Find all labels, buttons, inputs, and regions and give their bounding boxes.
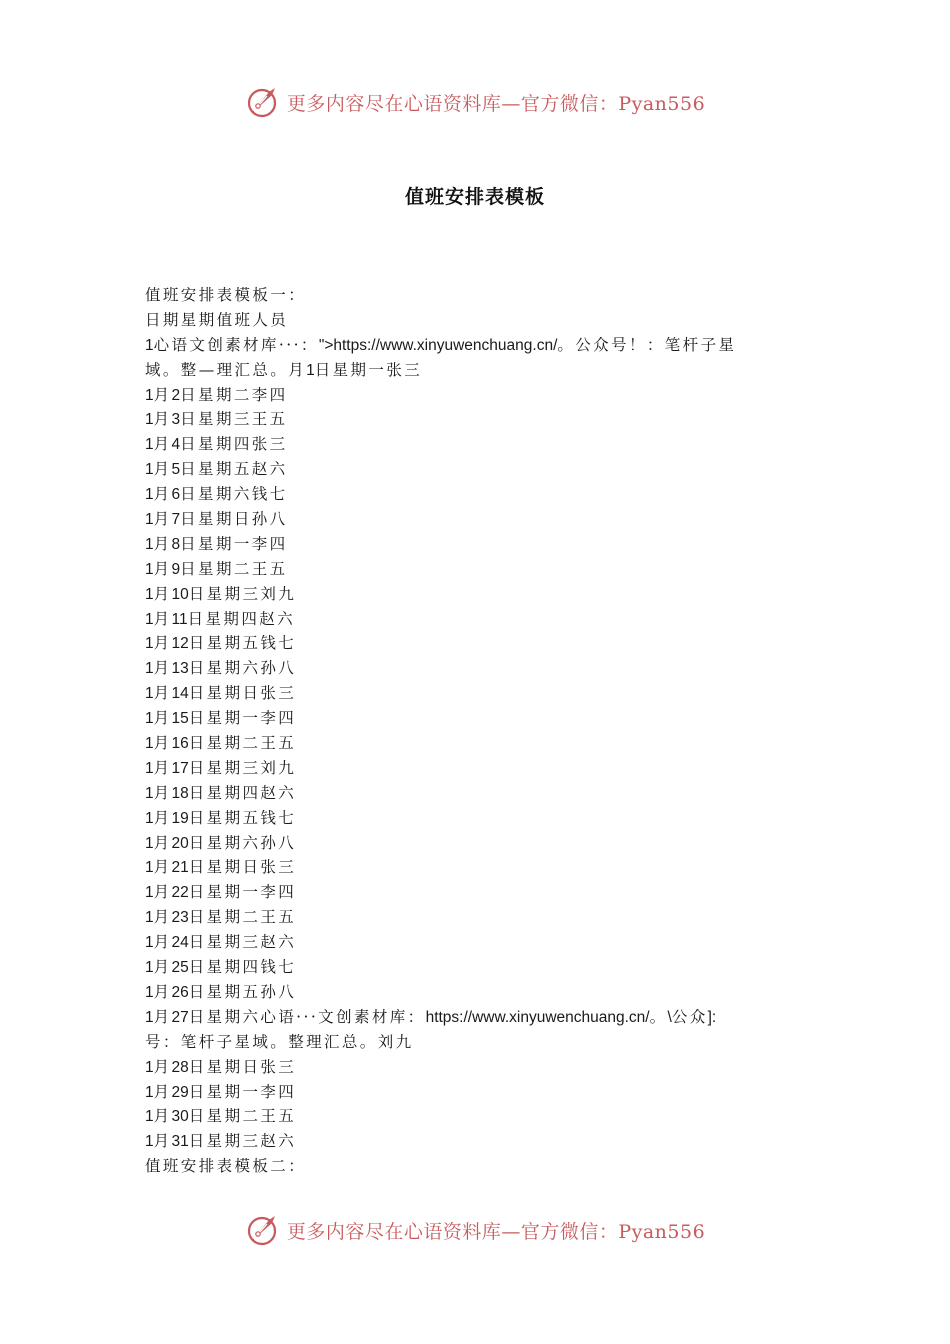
- document-line: 1月25日星期四钱七: [145, 958, 297, 977]
- document-line: 值班安排表模板二：: [145, 1157, 307, 1176]
- document-line: 1月18日星期四赵六: [145, 783, 297, 802]
- document-line: 1月11日星期四赵六: [145, 609, 296, 628]
- watermark-text-top: 更多内容尽在心语资料库—官方微信：Pyan556: [286, 92, 706, 115]
- watermark-text-bottom: 更多内容尽在心语资料库—官方微信：Pyan556: [286, 1220, 706, 1243]
- page-title: 值班安排表模板: [404, 186, 545, 208]
- document-line: 1心语文创素材库···：">https://www.xinyuwenchuang.cn/。公众号！：笔杆子星: [145, 335, 737, 354]
- document-line: 1月2日星期二李四: [145, 385, 288, 404]
- document-line: 1月30日星期二王五: [145, 1107, 297, 1126]
- document-line: 1月23日星期二王五: [145, 908, 297, 927]
- document-line: 1月14日星期日张三: [145, 684, 297, 703]
- document-line: 1月15日星期一李四: [145, 709, 297, 728]
- document-line: 1月9日星期二王五: [145, 559, 288, 578]
- document-line: 号：笔杆子星域。整理汇总。刘九: [145, 1032, 414, 1051]
- document-line: 值班安排表模板一：: [145, 286, 307, 304]
- document-line: 1月7日星期日孙八: [145, 510, 288, 529]
- document-line: 1月8日星期一李四: [145, 534, 288, 553]
- watermark-banner-bottom: [0, 1210, 950, 1250]
- document-line: 1月6日星期六钱七: [145, 485, 288, 504]
- document-line: 1月22日星期一李四: [145, 883, 297, 902]
- document-line: 1月4日星期四张三: [145, 435, 288, 454]
- document-line: 1月19日星期五钱七: [145, 808, 297, 827]
- watermark-banner-top: [0, 82, 950, 122]
- quill-pen-logo-icon: [245, 1212, 281, 1248]
- document-line: 1月12日星期五钱七: [145, 634, 297, 653]
- document-body: [145, 283, 810, 1179]
- document-line: 1月5日星期五赵六: [145, 460, 288, 479]
- document-line: 1月10日星期三刘九: [145, 584, 297, 603]
- document-line: 1月20日星期六孙八: [145, 833, 297, 852]
- document-line: 1月17日星期三刘九: [145, 758, 297, 777]
- document-line: 1月21日星期日张三: [145, 858, 297, 877]
- document-line: 日期星期值班人员: [145, 310, 289, 329]
- document-line: 1月26日星期五孙八: [145, 982, 297, 1001]
- document-line: 1月27日星期六心语···文创素材库：https://www.xinyuwenchuang.cn/。\公众]:: [145, 1007, 717, 1026]
- document-line: 1月3日星期三王五: [145, 410, 288, 429]
- document-line: 1月16日星期二王五: [145, 734, 297, 753]
- document-line: 1月28日星期日张三: [145, 1057, 297, 1076]
- document-line: 域。整—理汇总。月1日星期一张三: [145, 360, 423, 379]
- document-line: 1月24日星期三赵六: [145, 933, 297, 952]
- document-line: 1月31日星期三赵六: [145, 1132, 297, 1151]
- document-line: 1月29日星期一李四: [145, 1082, 297, 1101]
- document-line: 1月13日星期六孙八: [145, 659, 297, 678]
- quill-pen-logo-icon: [245, 84, 281, 120]
